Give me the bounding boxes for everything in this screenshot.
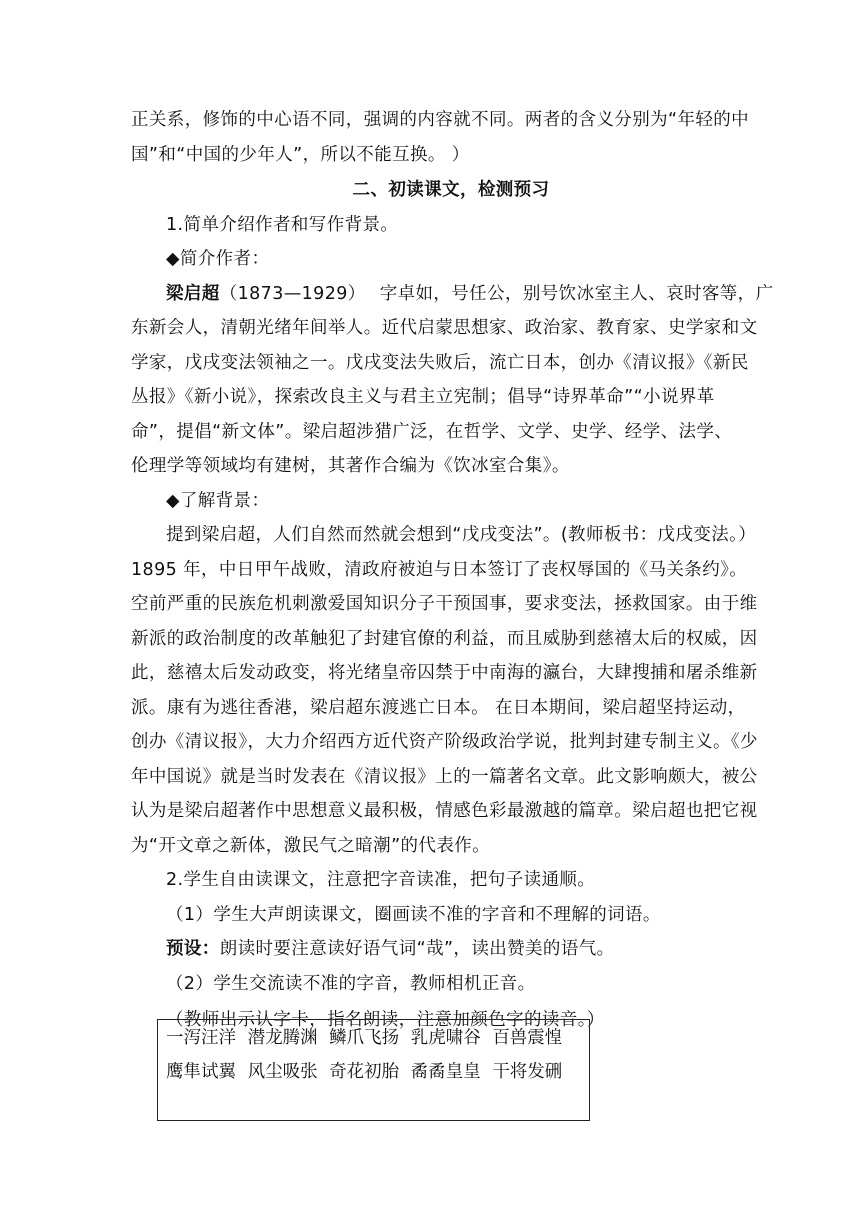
teacher-note: （教师出示认字卡，指名朗读，注意加颜色字的读音。）	[166, 1010, 605, 1030]
text-line: 丛报》《新小说》，探索改良主义与君主立宪制；倡导“诗界革命”“小说界革	[131, 387, 715, 407]
background-heading: ◆了解背景：	[166, 491, 270, 511]
vocab-word: 潜龙腾渊	[247, 1028, 318, 1048]
author-years: （1873—1929）	[219, 284, 366, 304]
text-line: 认为是梁启超著作中思想意义最积极，情感色彩最激越的篇章。梁启超也把它视	[131, 801, 758, 821]
item-2: 2.学生自由读课文，注意把字音读准，把句子读通顺。	[166, 870, 596, 890]
item-1: 1.简单介绍作者和写作背景。	[166, 215, 399, 235]
text-line: 提到梁启超，人们自然而然就会想到“戊戌变法”。(教师板书：戊戌变法。）	[166, 525, 757, 545]
author-heading: ◆简介作者：	[166, 249, 270, 269]
text-line: 新派的政治制度的改革触犯了封建官僚的利益，而且威胁到慈禧太后的权威，因	[131, 629, 758, 649]
preset-text: 朗读时要注意读好语气词“哉”，读出赞美的语气。	[219, 939, 615, 959]
section-heading: 二、初读课文，检测预习	[352, 180, 550, 200]
text-line: 命”，提倡“新文体”。梁启超涉猎广泛，在哲学、文学、史学、经学、法学、	[131, 422, 733, 442]
text-line: 派。康有为逃往香港，梁启超东渡逃亡日本。 在日本期间，梁启超坚持运动，	[131, 698, 746, 718]
step-1: （1）学生大声朗读课文，圈画读不准的字音和不理解的词语。	[166, 905, 661, 925]
vocab-word: 一泻汪洋	[166, 1028, 236, 1048]
vocab-word: 干将发硎	[492, 1062, 563, 1082]
author-intro-rest: 字卓如，号任公，别号饮冰室主人、哀时客等，广	[379, 284, 774, 304]
text-line: 1895 年，中日甲午战败，清政府被迫与日本签订了丧权辱国的《马关条约》。	[131, 560, 748, 580]
author-name: 梁启超	[166, 284, 220, 304]
text-line: 正关系，修饰的中心语不同，强调的内容就不同。两者的含义分别为“年轻的中	[131, 110, 750, 130]
text-line: 创办《清议报》，大力介绍西方近代资产阶级政治学说，批判封建专制主义。《少	[131, 732, 758, 752]
preset-label: 预设：	[166, 939, 220, 959]
text-line: 学家，戊戌变法领袖之一。戊戌变法失败后，流亡日本，创办《清议报》《新民	[131, 353, 749, 373]
text-line: 空前严重的民族危机刺激爱国知识分子干预国事，要求变法，拯救国家。由于维	[131, 594, 758, 614]
vocab-word: 奇花初胎	[329, 1062, 400, 1082]
text-line: 为“开文章之新体，激民气之暗潮”的代表作。	[131, 836, 491, 856]
vocab-card-box	[157, 1019, 590, 1121]
vocab-word: 乳虎啸谷	[410, 1028, 481, 1048]
vocab-word: 百兽震惶	[492, 1028, 563, 1048]
vocab-word: 风尘吸张	[247, 1062, 318, 1082]
text-line: 国”和“中国的少年人”，所以不能互换。 ）	[131, 145, 470, 165]
vocab-word: 鳞爪飞扬	[329, 1028, 400, 1048]
text-line: 此，慈禧太后发动政变，将光绪皇帝囚禁于中南海的瀛台，大肆搜捕和屠杀维新	[131, 663, 758, 683]
vocab-row-1	[166, 1026, 562, 1050]
preset-line	[166, 937, 731, 961]
text-line: 伦理学等领域均有建树，其著作合编为《饮冰室合集》。	[131, 456, 570, 476]
vocab-row-2	[166, 1060, 562, 1084]
vocab-word: 矞矞皇皇	[410, 1062, 481, 1082]
text-line: 年中国说》就是当时发表在《清议报》上的一篇著名文章。此文影响颇大，被公	[131, 767, 758, 787]
author-intro-line	[166, 282, 774, 306]
vocab-word: 鹰隼试翼	[166, 1062, 236, 1082]
step-2: （2）学生交流读不准的字音，教师相机正音。	[166, 974, 536, 994]
text-line: 东新会人，清朝光绪年间举人。近代启蒙思想家、政治家、教育家、史学家和文	[131, 318, 758, 338]
